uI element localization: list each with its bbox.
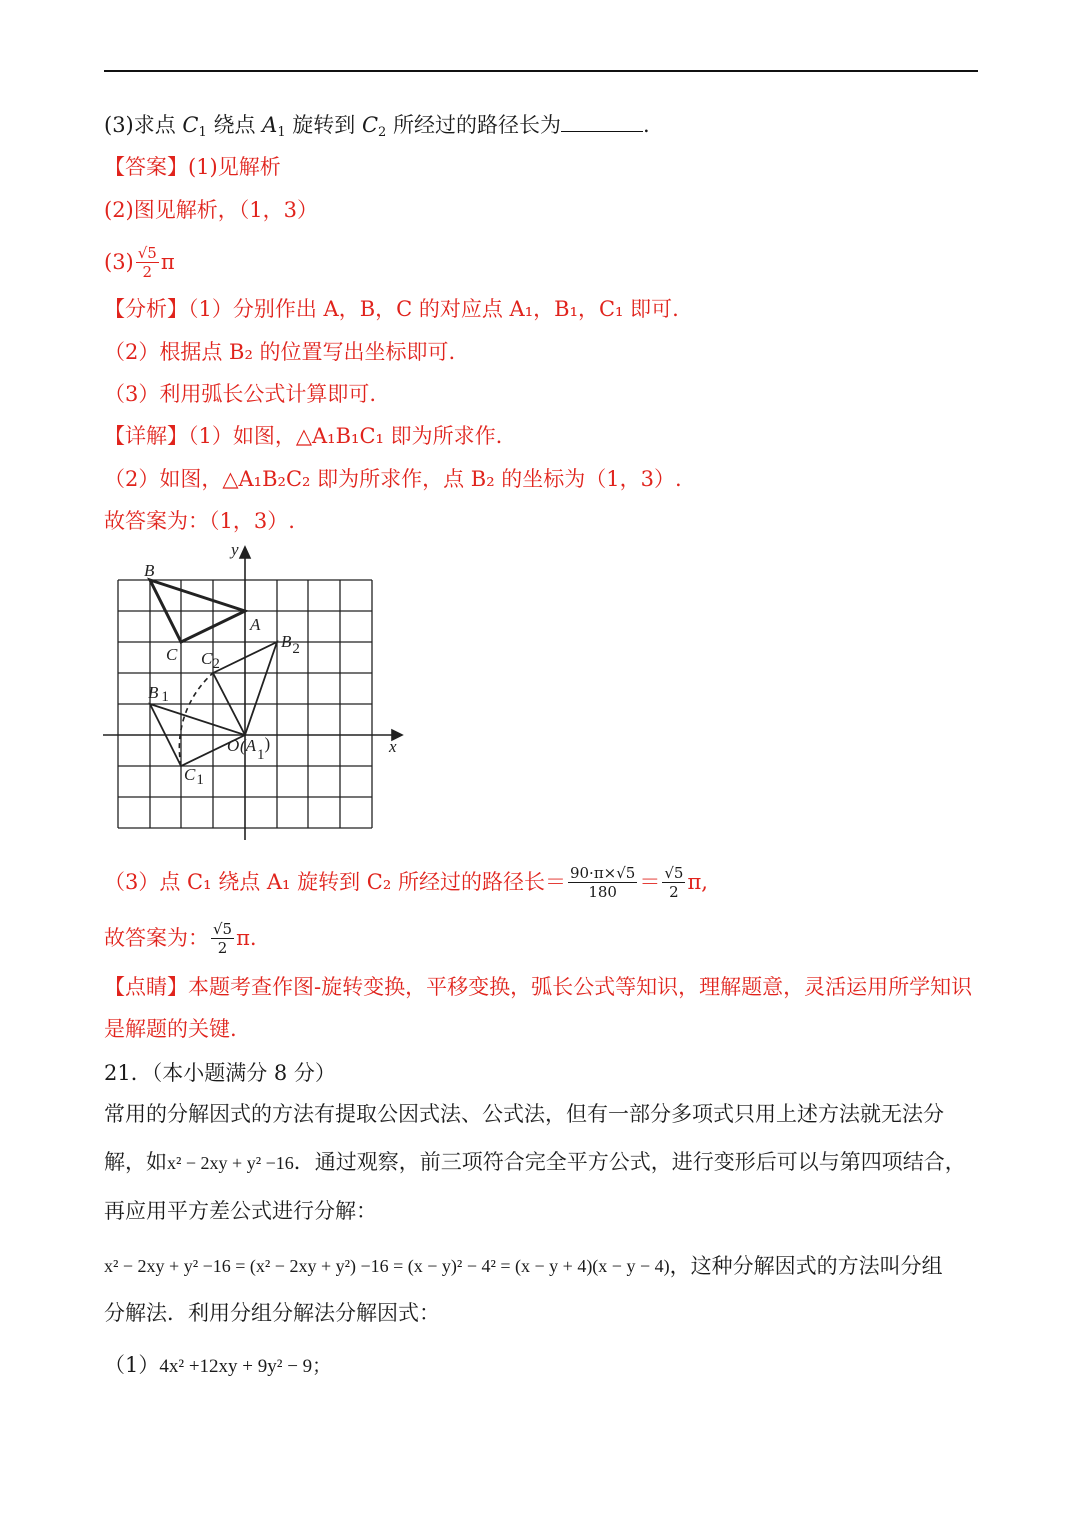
detail-line-1: 【详解】（1）如图，△A₁B₁C₁ 即为所求作. <box>104 424 503 448</box>
final-fraction: $\frac{√5}{2}$ <box>213 919 233 957</box>
final-answer: 故答案为： $\frac{√5}{2}$ π. <box>104 919 257 957</box>
answer-blank <box>561 113 643 132</box>
label-c: C <box>166 645 178 664</box>
q21-item-1: （1）4x² +12xy + 9y² − 9； <box>104 1353 332 1377</box>
label-b2: B2 <box>281 632 300 657</box>
label-b: B <box>144 561 155 580</box>
q21-intro: 常用的分解因式的方法有提取公因式法、公式法，但有一部分多项式只用上述方法就无法分解，如x² − 2xy + y² −16．通过观察，前三项符合完全平方公式，进行变形后可以与第四项结合，再应用平方差公式进行分解： <box>104 1102 966 1223</box>
q21-instruction: 分解法．利用分组分解法分解因式： <box>104 1301 440 1325</box>
question-3: (3)求点 $C_1$ 绕点 $A_1$ 旋转到 $C_2$ 所经过的路径长为 . <box>104 113 650 140</box>
q21-equation-line: x² − 2xy + y² −16 = (x² − 2xy + y²) −16 = (x − y)² − 4² = (x − y + 4)(x − y − 4) ，这种分解因式的方法叫分组 <box>104 1248 943 1284</box>
answer-line-3: (3) $\frac{√5}{2}$ π <box>104 243 175 281</box>
label-c1: C1 <box>184 765 204 788</box>
label-y: y <box>231 540 239 559</box>
label-b1: B 1 <box>148 683 169 705</box>
analysis-line-1: 【分析】（1）分别作出 A，B，C 的对应点 A₁，B₁，C₁ 即可. <box>104 297 679 321</box>
coordinate-grid-figure <box>100 540 410 850</box>
detail-line-3: 故答案为：（1，3）. <box>104 509 295 533</box>
answer-line-2: (2)图见解析，（1，3） <box>104 198 318 222</box>
analysis-line-3: （3）利用弧长公式计算即可. <box>104 382 377 406</box>
comment-paragraph: 【点睛】本题考查作图-旋转变换，平移变换，弧长公式等知识，理解题意，灵活运用所学知识是解题的关键. <box>104 975 973 1041</box>
label-c2: C2 <box>201 649 220 672</box>
path-calculation: （3）点 C₁ 绕点 A₁ 旋转到 C₂ 所经过的路径长＝ $\frac{90\cdot\pi\times√5}{180}$ ＝ $\frac{√5}{2}$ π, <box>104 863 708 901</box>
header-rule <box>104 70 978 72</box>
answer-fraction: $\frac{√5}{2}$ <box>137 243 157 281</box>
label-a1: (A1) <box>240 734 271 763</box>
analysis-line-2: （2）根据点 B₂ 的位置写出坐标即可. <box>104 340 456 364</box>
label-a: A <box>250 615 261 634</box>
answer-line-1: 【答案】(1)见解析 <box>104 155 281 179</box>
detail-line-2: （2）如图，△A₁B₂C₂ 即为所求作，点 B₂ 的坐标为（1，3）. <box>104 467 682 491</box>
calc-fraction: $\frac{90\cdot\pi\times√5}{180}$ <box>569 863 636 901</box>
q21-equation: x² − 2xy + y² −16 = (x² − 2xy + y²) −16 = (x − y)² − 4² = (x − y + 4)(x − y − 4) <box>104 1256 670 1276</box>
label-o: O <box>227 736 240 755</box>
calc-result-fraction: $\frac{√5}{2}$ <box>664 863 684 901</box>
q21-title: 21．（本小题满分 8 分） <box>104 1061 336 1085</box>
q21-example-expression: x² − 2xy + y² −16 <box>167 1153 294 1173</box>
y-axis-arrow <box>240 547 250 558</box>
label-x: x <box>389 737 397 756</box>
